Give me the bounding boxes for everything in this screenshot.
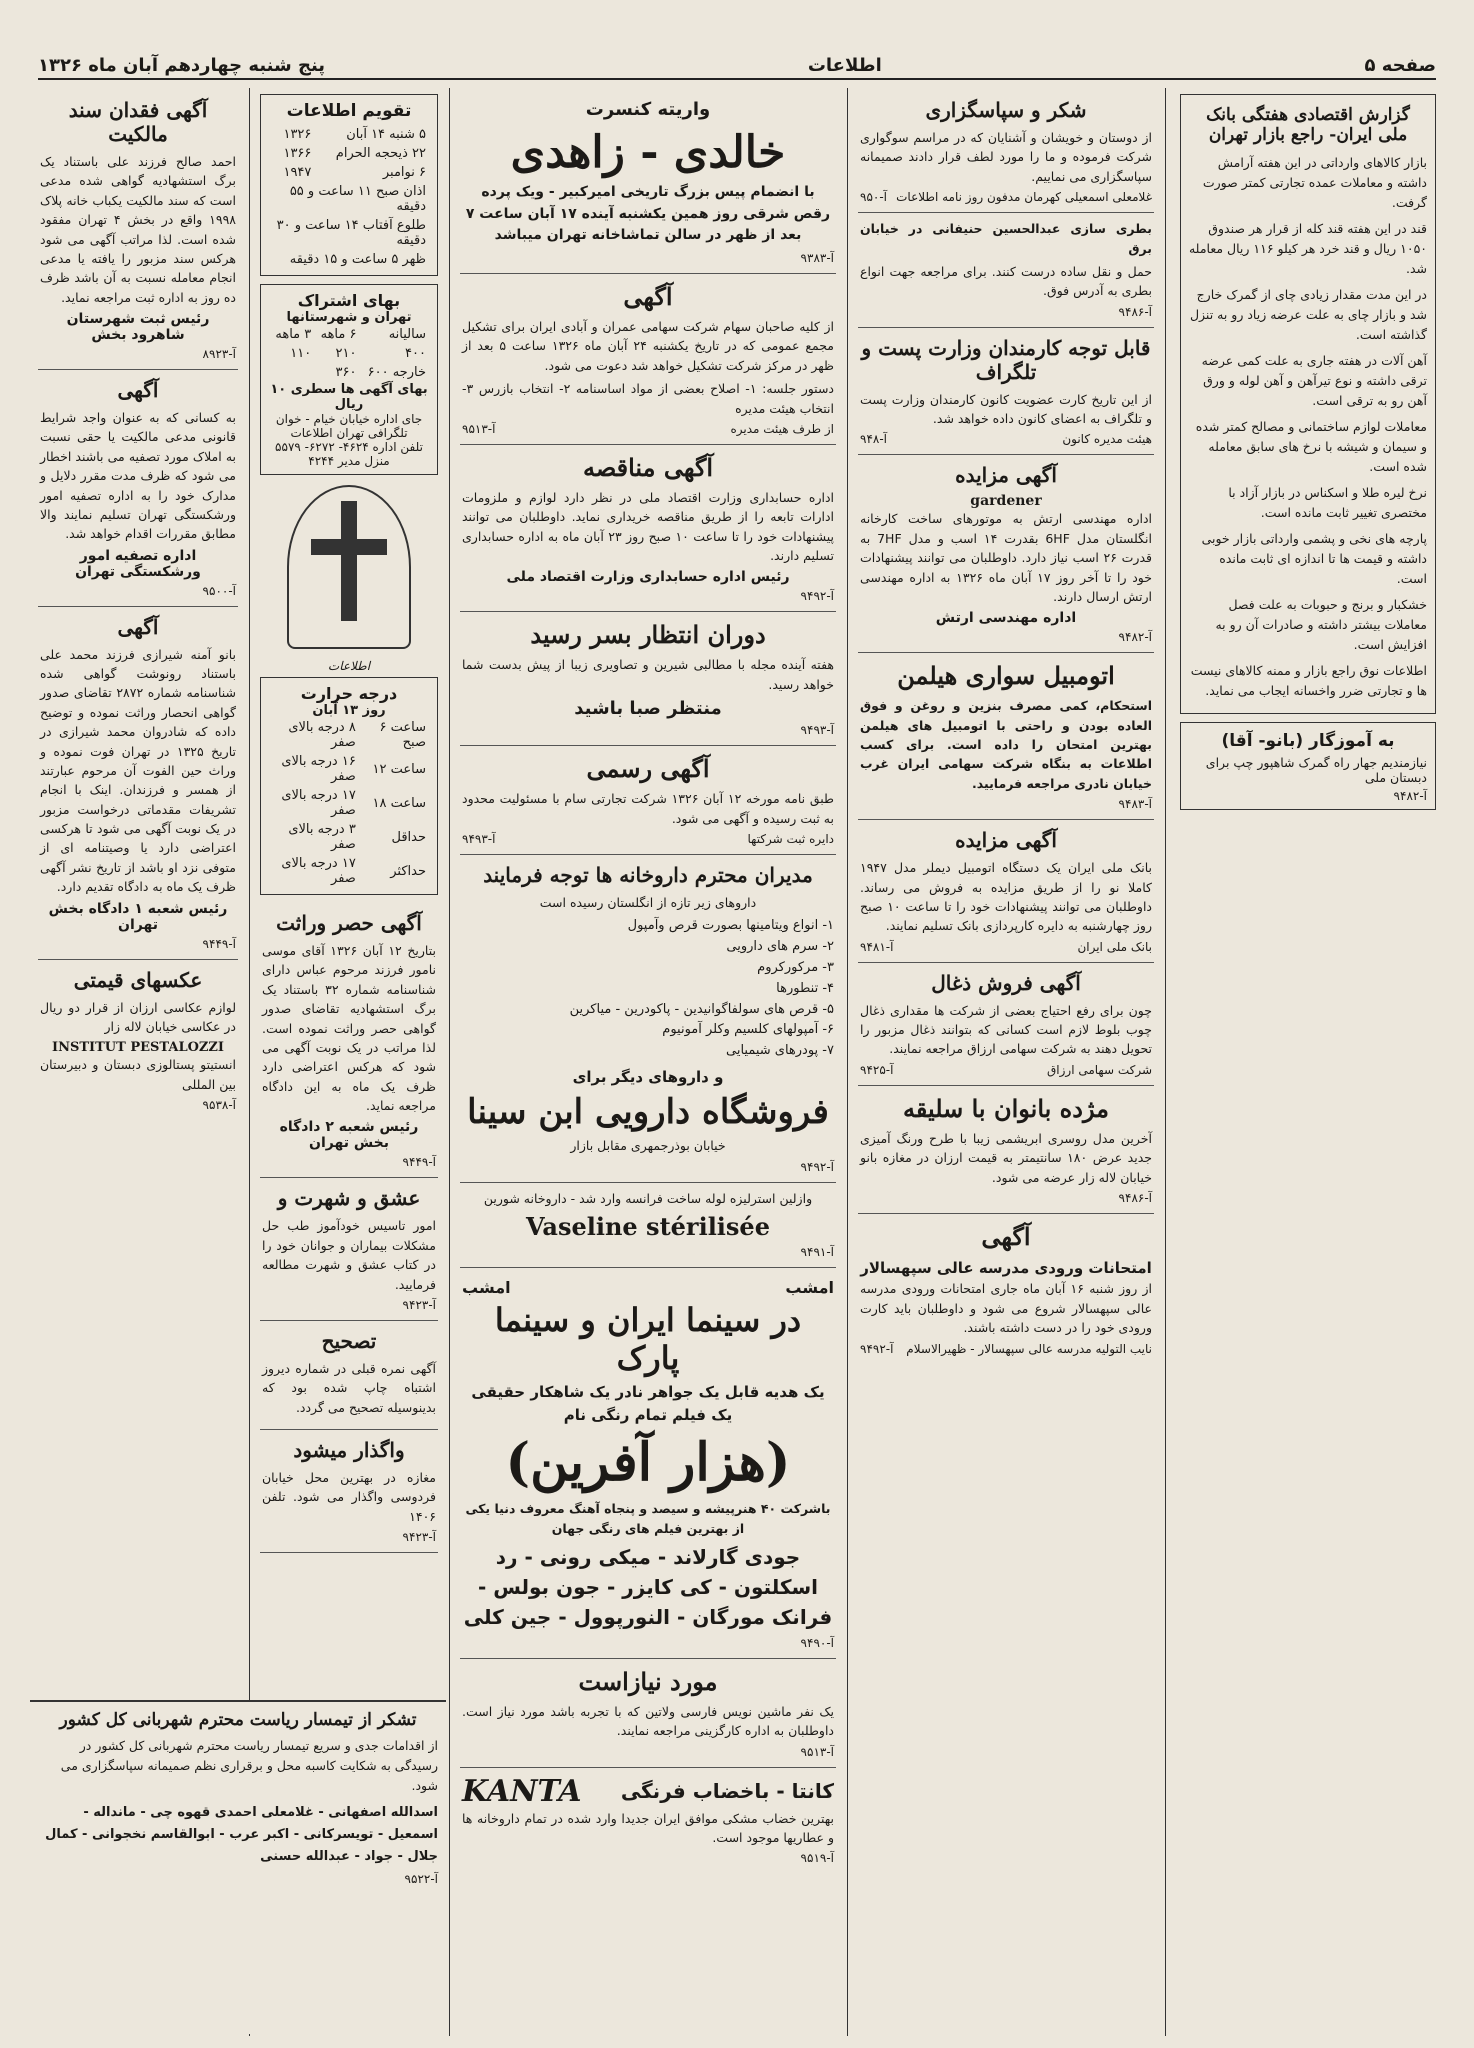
list-item: ۵- قرص های سولفاگوانیدین - پاکودرین - میاکرین [569, 1001, 834, 1017]
ad-intro: داروهای زیر تازه از انگلستان رسیده است [539, 894, 757, 910]
ad-title: آگهی فروش ذغال [931, 970, 1081, 995]
temperature-box [260, 677, 438, 895]
ad-text: انستیتو پستالوزی دبستان و دبیرستان بین المللی [40, 1057, 236, 1092]
official-notice-ad [460, 746, 836, 855]
ad-ref: آ-۹۵۱۳ [462, 421, 496, 436]
shop-lease-ad [260, 1430, 438, 1553]
office-address: جای اداره خیابان خیام - خوان تلگرافی تهران اطلاعات [275, 412, 423, 440]
ad-title: مورد نیازاست [578, 1666, 718, 1696]
brand-name: KANTA [462, 1773, 582, 1809]
ad-text: به کسانی که به عنوان واجد شرایط قانونی مدعی مالکیت یا حقی نسبت به املاک مورد تصفیه می باشند اخطار می شود که ظرف مدت مقرر دلایل و مدارک خود را به اداره تصفیه امور ورشکستگی تهران تسلیم نمایند والا مطابق مقررات اقدام خواهد شد. [40, 410, 236, 542]
table-row: ساليانه ۶ ماهه ۳ ماهه [275, 327, 426, 342]
table-row: حداقل ۳ درجه بالای صفر [288, 822, 426, 852]
list-item: ۷- پودرهای شیمیایی [725, 1043, 834, 1059]
report-paragraph: آهن آلات در هفته جاری به علت کمی عرضه ترقی داشته و نوع تیرآهن و آهن لوله و ورق آهن رو به ترقی است. [1201, 353, 1427, 408]
list-item: ۴- تنطورها [776, 980, 834, 996]
ad-ref: آ-۹۴۸۳ [1118, 797, 1152, 812]
photo-school-ad [38, 960, 238, 1121]
ad-text: حمل و نقل ساده درست کنند. برای مراجعه جهت انواع بطری به آدرس فوق. [860, 263, 1152, 299]
ad-ref: آ-۹۴۸ [860, 432, 888, 447]
list-item: ۱- انواع ویتامینها بصورت قرص وآمپول [627, 918, 834, 934]
ad-signature: غلامعلی اسمعیلی کهرمان مدفون روز نامه اطلاعات [896, 190, 1152, 205]
ad-ref: آ-۹۴۹۳ [462, 831, 496, 846]
ad-signature: بانک ملی ایران [1077, 939, 1152, 954]
ad-title: آگهی [981, 1221, 1031, 1251]
ad-signature: اداره تصفیه امور ورشکستگی تهران [75, 547, 201, 580]
column-ads-3 [452, 90, 844, 2034]
ad-ref: آ-۹۵۱۹ [800, 1851, 834, 1866]
ad-footer: و داروهای دیگر برای [572, 1067, 724, 1086]
ad-text: از دوستان و خویشان و آشنایان که در مراسم سوگواری شرکت فرموده و ما را مورد لطف قرار دادند صمیمانه سپاسگزاری می نماییم. [860, 130, 1152, 184]
film-title: (هزار آفرین) [505, 1432, 791, 1494]
ad-title: تشکر از تیمسار ریاست محترم شهربانی کل کشور [59, 1710, 417, 1730]
ad-rate: بهای آگهی ها سطری ۱۰ ریال [270, 382, 428, 412]
ad-ref: آ-۹۵۳۸ [202, 1098, 236, 1112]
shareholders-ad [460, 274, 836, 445]
ad-title: آگهی مناقصه [582, 452, 714, 482]
ad-title: آگهی مزایده [955, 463, 1057, 488]
ad-ref: آ-۹۴۸۶ [1118, 304, 1152, 319]
ad-title: کانتا - باخضاب فرنگی [620, 1779, 834, 1804]
ad-text: بتاریخ ۱۲ آبان ۱۳۲۶ آقای موسی نامور فرزند مرحوم عباس دارای شناسنامه شماره ۳۲ باستناد یک برگ استشهادیه تقاضای صدور گواهی حصر وراثت نموده است. لذا مراتب در یک نوبت آگهی می شود که هرکس اعتراضی دارد ظرف یک ماه به این دادگاه مراجعه نماید. [262, 943, 436, 1113]
correction-notice [260, 1321, 438, 1430]
magazine-ad [460, 612, 836, 746]
report-paragraph: پارچه های نخی و پشمی وارداتی بازار خوبی داشته و قیمت ها تا اندازه ای ثابت مانده است. [1201, 531, 1427, 586]
paper-name: اطلاعات [807, 54, 882, 76]
table-row: حداکثر ۱۷ درجه بالای صفر [281, 856, 426, 886]
ad-signature: نایب التولیه مدرسه عالی سپهسالار - ظهیرالاسلام [906, 1341, 1152, 1356]
ad-text: لوازم عکاسی ارزان از قرار دو ریال در عکاسی خیابان لاله زار [40, 999, 236, 1034]
ad-ref: آ-۹۴۸۱ [860, 939, 894, 954]
ad-latin-text: gardener [970, 493, 1042, 510]
ad-text: بانک ملی ایران یک دستگاه اتومبیل دیملر مدل ۱۹۴۷ کاملا نو را از طریق مزایده به فروش می رساند. داوطلبان می توانند پیشنهادات خود را تا ساعت ۱۰ صبح روز چهارشنبه به دایره کارپردازی بانک تسلیم نمایند. [860, 860, 1152, 934]
ad-title: در سینما ایران و سینما پارک [494, 1301, 802, 1378]
calendar-table [269, 125, 429, 269]
ad-text: از کلیه صاحبان سهام شرکت سهامی عمران و آبادی ایران برای تشکیل مجمع عمومی که در تاریخ یکشنبه ۲۴ آبان ماه ۱۳۲۶ ساعت ۵ بعد از ظهر در مرکز شرکت تشکیل خواهد شد دعوت می شود. [462, 319, 834, 373]
subscription-subtitle: تهران و شهرستانها [286, 310, 412, 325]
calendar-box [260, 94, 438, 276]
institute-name: INSTITUT PESTALOZZI [52, 1040, 224, 1056]
ad-ref: آ-۹۴۸۲ [1118, 630, 1152, 645]
ad-title: آگهی حصر وراثت [276, 911, 422, 935]
ad-text: مغازه در بهترین محل خیابان فردوسی واگذار می شود. تلفن ۱۴۰۶ [262, 1470, 436, 1524]
report-title: گزارش اقتصادی هفتگی بانک ملی ایران- راجع بازار تهران [1206, 105, 1410, 145]
ad-ref: آ-۹۵۰۰ [202, 583, 236, 598]
ad-text: طبق نامه مورخه ۱۲ آبان ۱۳۲۶ شرکت تجارتی سام با مسئولیت محدود به ثبت رسیده و آگهی می شود. [462, 791, 835, 826]
column-divider [1165, 88, 1166, 2036]
table-row: طلوع آفتاب ۱۴ ساعت و ۳۰ دقیقه [276, 218, 426, 248]
subscription-table [269, 325, 429, 382]
ad-text: یک نفر ماشین نویس فارسی ولاتین که با تجربه باشد مورد نیاز است. داوطلبان به اداره کارگزینی مراجعه نمایند. [462, 1703, 834, 1739]
teacher-wanted-ad [1180, 722, 1436, 810]
table-row: ۶ نوامبر ۱۹۴۷ [283, 165, 426, 180]
ad-ref: آ-۹۵۰ [860, 190, 888, 205]
ad-text: آخرین مدل روسری ابریشمی زیبا با طرح ورنگ آمیزی جدید عرض ۱۸۰ سانتیمتر به قیمت ارزان در مغازه بانو خیابان لاله زار عرضه می شود. [860, 1130, 1152, 1185]
ad-ref: آ-۹۴۲۳ [402, 1297, 436, 1312]
ad-ref: آ-۹۴۹۲ [800, 589, 834, 604]
ad-signature: رئیس اداره حسابداری وزارت اقتصاد ملی [506, 569, 790, 586]
bottle-factory-ad [858, 213, 1154, 328]
masthead [38, 52, 1436, 80]
store-name: فروشگاه دارویی ابن سینا [467, 1092, 829, 1133]
office-phones: تلفن اداره ۴۶۲۴- ۶۲۷۲- ۵۵۷۹ منزل مدیر ۴۲۴۴ [275, 440, 423, 468]
thanks-police-ad [30, 1700, 446, 2034]
ad-ref: آ-۹۴۸۲ [1393, 789, 1427, 803]
list-item: ۲- سرم های دارویی [726, 939, 834, 955]
tonight-label: امشب [785, 1278, 834, 1298]
table-row: اذان صبح ۱۱ ساعت و ۵۵ دقیقه [289, 184, 426, 214]
report-paragraph: خشکبار و برنج و حبوبات به علت فصل معاملات بیشتر داشته و صادرات آن رو به افزایش است. [1215, 597, 1427, 652]
store-address: خیابان بوذرجمهری مقابل بازار [570, 1138, 726, 1154]
ad-title: آگهی رسمی [586, 754, 710, 784]
emblem-logo [260, 485, 438, 673]
cinema-ad [460, 1268, 836, 1659]
ad-text: نیازمندیم جهار راه گمرک شاهپور چپ برای دبستان ملی [1205, 755, 1427, 785]
ad-title: آگهی [117, 378, 159, 402]
ad-text: اداره مهندسی ارتش به موتورهای ساخت کارخانه انگلستان مدل 6HF بقدرت ۱۴ اسب و مدل 7HF به قدرت ۲۶ اسب نیاز دارد. داوطلبان می توانند پیشنهادات خود را تا آخر روز ۱۷ آبان ماه ۱۳۲۶ به اداره مهندسی ارتش ارسال دارند. [860, 511, 1152, 604]
table-row: ساعت ۱۲ ۱۶ درجه بالای صفر [281, 754, 426, 784]
ad-title: عکسهای قیمتی [73, 967, 203, 992]
vaseline-ad [460, 1183, 836, 1268]
ad-text: با انضمام پیس بزرگ تاریخی امیرکبیر - ویک پرده رقص شرقی روز همین یکشنبه آینده ۱۷ آبان ساعت ۷ بعد از ظهر در سالن تماشاخانه تهران میباشد [465, 184, 831, 244]
medicine-list [462, 916, 834, 1062]
temperature-table [269, 718, 429, 888]
ad-text: از اقدامات جدی و سریع تیمسار ریاست محترم شهربانی کل کشور در رسیدگی به شکایت کاسبه محل و برقراری نظم صمیمانه سپاسگزاری می شود. [60, 1738, 438, 1793]
ad-text: از روز شنبه ۱۶ آبان ماه جاری امتحانات ورودی مدرسه عالی سپهسالار شروع می شود و داوطلبان باید کارت ورودی خود را در دست داشته باشند. [860, 1281, 1152, 1336]
bankruptcy-ad [38, 370, 238, 607]
ad-text: استحکام، کمی مصرف بنزین و روغن و فوق العاده بودن و راحتی با اتومبیل های هیلمن بهترین امتحان را داده است. برای کسب اطلاعات به بنگاه شرکت سهامی ایران غرب خیابان نادری مراجعه فرمایید. [860, 698, 1152, 791]
school-exam-ad [858, 1214, 1154, 1364]
torch-emblem-icon [287, 485, 411, 649]
ad-text: از این تاریخ کارت عضویت کانون کارمندان وزارت پست و تلگراف به اعضای کانون داده خواهد شد. [860, 391, 1152, 426]
ad-ref: آ-۹۵۱۳ [800, 1744, 834, 1759]
ad-ref: آ-۹۳۸۳ [800, 251, 834, 266]
ad-subtitle: امتحانات ورودی مدرسه عالی سپهسالار [860, 1258, 1152, 1277]
ad-title: تصحیح [321, 1328, 377, 1353]
column-ads-2 [850, 90, 1162, 2034]
ad-signature: رئیس شعبه ۲ دادگاه بخش تهران [279, 1119, 419, 1152]
ad-title: واگذار میشود [293, 1438, 405, 1462]
ad-signature: منتظر صبا باشید [574, 698, 722, 720]
ad-signature: از طرف هیئت مدیره [730, 421, 834, 436]
book-ad [260, 1178, 438, 1321]
temperature-date: روز ۱۳ آبان [312, 703, 386, 718]
ad-signature: رئیس شعبه ۱ دادگاه بخش تهران [48, 900, 228, 933]
ad-title: دوران انتظار بسر رسید [530, 620, 766, 650]
table-row: ۴۰۰ ۲۱۰ ۱۱۰ [290, 346, 426, 361]
thanks-ad [858, 90, 1154, 213]
pharmacy-ad [460, 855, 836, 1183]
ad-text: هفته آینده مجله با مطالبی شیرین و تصاویری زیبا از پیش بدست شما خواهد رسید. [462, 657, 834, 692]
report-paragraph: قند در این هفته قند کله از قرار هر صندوق ۱۰۵۰ ریال و قند خرد هر کیلو ۱۱۶ ریال معامله شد. [1188, 221, 1427, 276]
ad-title: خالدی - زاهدی [510, 127, 786, 178]
cast-list: جودی گارلاند - میکی رونی - رد اسکلتون - کی کایزر - جون بولس - فرانک مورگان - النورپوول - جین کلی [463, 1544, 833, 1629]
list-item: ۳- مرکورکروم [757, 959, 834, 975]
hillman-car-ad [858, 653, 1154, 820]
ad-ref: آ-۹۴۹۱ [800, 1245, 834, 1260]
post-telegraph-ad [858, 328, 1154, 456]
table-row: ساعت ۱۸ ۱۷ درجه بالای صفر [281, 788, 426, 818]
tender-ad [460, 445, 836, 613]
concert-ad [460, 90, 836, 274]
ad-ref: آ-۹۴۸۶ [1118, 1190, 1152, 1205]
ad-ref: آ-۹۴۹۰ [800, 1635, 834, 1650]
ad-ref: آ-۹۴۹۳ [800, 723, 834, 738]
ad-ref: آ-۹۵۲۲ [404, 1872, 438, 1887]
column-economic-report [1172, 90, 1444, 2034]
temperature-title: درجه حرارت [300, 684, 398, 703]
ad-text: بهترین خضاب مشکی موافق ایران جدیدا وارد شده در تمام داروخانه ها و عطاریها موجود است. [462, 1810, 834, 1846]
ad-ref: آ-۹۴۹۲ [800, 1159, 834, 1174]
ad-title: مدیران محترم داروخانه ها توجه فرمایند [483, 862, 813, 887]
typist-wanted-ad [460, 1659, 836, 1768]
charcoal-sale-ad [858, 963, 1154, 1086]
probate-ad [38, 607, 238, 960]
table-row: ظهر ۵ ساعت و ۱۵ دقیقه [289, 252, 426, 267]
ad-signature: شرکت سهامی ارزاق [1046, 1062, 1152, 1077]
lost-deed-ad [38, 90, 238, 370]
ad-text: امور تاسیس خودآموز طب حل مشکلات بیماران و جوانان خود را در کتاب عشق و شهرت مطالعه فرمایید. [262, 1218, 436, 1292]
ad-signature: اداره مهندسی ارتش [935, 610, 1077, 627]
kanta-ad [460, 1768, 836, 1874]
ad-text: باشرکت ۴۰ هنرپیشه و سیصد و پنجاه آهنگ معروف دنیا یکی از بهترین فیلم های رنگی جهان [465, 1501, 831, 1536]
report-paragraph: معاملات لوازم ساختمانی و مصالح کمتر شده و سیمان و شیشه با نرخ های سابق معامله شده است. [1195, 419, 1427, 474]
ad-agenda: دستور جلسه: ۱- اصلاح بعضی از مواد اساسنامه ۲- انتخاب بازرس ۳- انتخاب هیئت مدیره [462, 381, 834, 416]
ad-text: وازلین استرلیزه لوله ساخت فرانسه وارد شد - داروخانه شورین [483, 1190, 813, 1206]
report-paragraph: اطلاعات نوق راجع بازار و ممنه کالاهای نیست ها و تجارتی ضرر واخسانه ایجاب می نماید. [1190, 663, 1427, 698]
issue-date: پنج شنبه چهاردهم آبان ماه ۱۳۲۶ [38, 54, 326, 76]
ad-ref: آ-۹۴۴۹ [402, 1155, 436, 1170]
signatories: اسدالله اصفهانی - غلامعلی احمدی قهوه چی - مانداله - اسمعیل - تویسرکانی - اکبر عرب - ابوالقاسم نخجوانی - کمال جلال - جواد - عبدالله حسنی [45, 1805, 438, 1865]
ad-title: بطری سازی عبدالحسین حنیفانی در خیابان برق [860, 221, 1152, 256]
subscription-title: بهای اشتراک [297, 291, 401, 310]
ad-text: اداره حسابداری وزارت اقتصاد ملی در نظر دارد لوازم و ملزومات ادارات تابعه را از طریق مناقصه خریداری نماید. داوطلبان می توانند پیشنهادات خود را تا ساعت ۱۰ صبح روز ۲۳ آبان ماه به اداره حسابداری تسلیم دارند. [462, 489, 834, 564]
ad-title: آگهی [117, 614, 159, 639]
report-paragraph: نرخ لیره طلا و اسکناس در بازار آزاد با مختصری تغییر ثابت مانده است. [1228, 485, 1427, 520]
ad-title: شکر و سپاسگزاری [925, 98, 1087, 122]
ad-ref: آ-۹۴۲۳ [402, 1530, 436, 1545]
ad-title: آگهی فقدان سند مالکیت [68, 98, 208, 146]
ad-ref: آ-۹۴۴۹ [202, 936, 236, 951]
ad-signature: رئیس ثبت شهرستان شاهرود بخش [66, 311, 210, 343]
ad-ref: آ-۹۴۹۲ [860, 1341, 894, 1356]
inheritance-ad [260, 903, 438, 1178]
ad-title: آگهی مزایده [955, 828, 1057, 853]
column-legal [30, 90, 246, 1688]
tonight-label: امشب [462, 1278, 511, 1298]
ad-subtitle: یک هدیه قابل یک جواهر نادر یک شاهکار حقیقی یک فیلم تمام رنگی نام [471, 1383, 825, 1424]
ad-text: احمد صالح فرزند علی باستناد یک برگ استشهادیه گواهی شده مدعی است که سند مالکیت یکباب خانه پلاک ۱۹۹۸ واقع در بخش ۴ تهران مفقود شده است. لذا مراتب آگهی می شود هرکس سند مزبور را یافته یا مدعی انجام معامله نسبت به آن باشد ظرف ده روز به اداره ثبت مراجعه نماید. [40, 154, 236, 305]
list-item: ۶- آمپولهای کلسیم وکلر آمونیوم [662, 1022, 834, 1038]
ad-title: مژده بانوان با سلیقه [902, 1093, 1110, 1123]
ad-title: اتومبیل سواری هیلمن [897, 661, 1115, 691]
ad-title: آگهی [623, 282, 673, 312]
ad-title: به آموزگار (بانو- آقا) [1221, 731, 1395, 751]
ad-ref: آ-۹۴۲۵ [860, 1062, 894, 1077]
table-row: خارجه ۶۰۰ ۳۶۰ [335, 365, 426, 380]
table-row: ۵ شنبه ۱۴ آبان ۱۳۲۶ [283, 127, 426, 142]
table-row: ساعت ۶ صبح ۸ درجه بالای صفر [288, 720, 426, 750]
ad-signature: هیئت مدیره کانون [1062, 432, 1152, 447]
logo-caption: اطلاعات [327, 659, 371, 673]
ad-title: عشق و شهرت و [277, 1186, 421, 1211]
table-row: ۲۲ ذیحجه الحرام ۱۳۶۶ [283, 146, 426, 161]
subscription-box [260, 284, 438, 475]
column-divider [847, 88, 848, 2036]
economic-report [1180, 94, 1436, 714]
bank-auction-ad [858, 820, 1154, 963]
ad-text: بانو آمنه شیرازی فرزند محمد علی باستناد رونوشت گواهی شده شناسنامه شماره ۲۸۷۲ تقاضای صدور گواهی انحصار وراثت نموده و توضیح داده که شادروان محمد شیرازی در تاریخ ۱۳۲۵ در تهران فوت نموده و وراث حین الفوت آن مرحوم عبارتند از همسر و فرزندان. اینک با انجام تشریفات مقدماتی درخواست مزبور در یک نوبت آگهی می شود تا هرکسی اعتراضی دارد یا وصیتنامه ای از متوفی نزد او باشد از تاریخ نشر آگهی ظرف یک ماه به دادگاه تقدیم دارد. [40, 646, 237, 895]
ad-ref: آ-۸۹۲۳ [202, 347, 236, 361]
ad-text: آگهی نمره قبلی در شماره دیروز اشتباه چاپ شده بود که بدینوسیله تصحیح می گردد. [262, 1360, 436, 1415]
ad-signature: دایره ثبت شرکتها [747, 831, 834, 846]
product-name: Vaseline stérilisée [526, 1212, 770, 1242]
report-paragraph: بازار کالاهای وارداتی در این هفته آرامش داشته و معاملات عمده تجارتی کمتر صورت گرفت. [1202, 155, 1427, 210]
page-number: صفحه ۵ [1364, 54, 1436, 76]
column-divider [449, 88, 450, 2036]
report-paragraph: در این مدت مقدار زیادی چای از گمرک خارج شد و بازار چای به علت عرضه زیاد رو به تنزل گذاشته است. [1189, 287, 1427, 342]
army-auction-ad [858, 455, 1154, 653]
ad-title: قابل توجه کارمندان وزارت پست و تلگراف [861, 335, 1151, 384]
ad-kicker: واریته کنسرت [585, 99, 711, 120]
ad-text: چون برای رفع احتیاج بعضی از شرکت ها مقداری ذغال چوب بلوط لازم است کسانی که بتوانند ذغال مزبور را تحویل دهند به شرکت سهامی ارزاق مراجعه نمایند. [860, 1002, 1152, 1057]
calendar-title: تقویم اطلاعات [286, 101, 412, 121]
scarf-ad [858, 1086, 1154, 1214]
